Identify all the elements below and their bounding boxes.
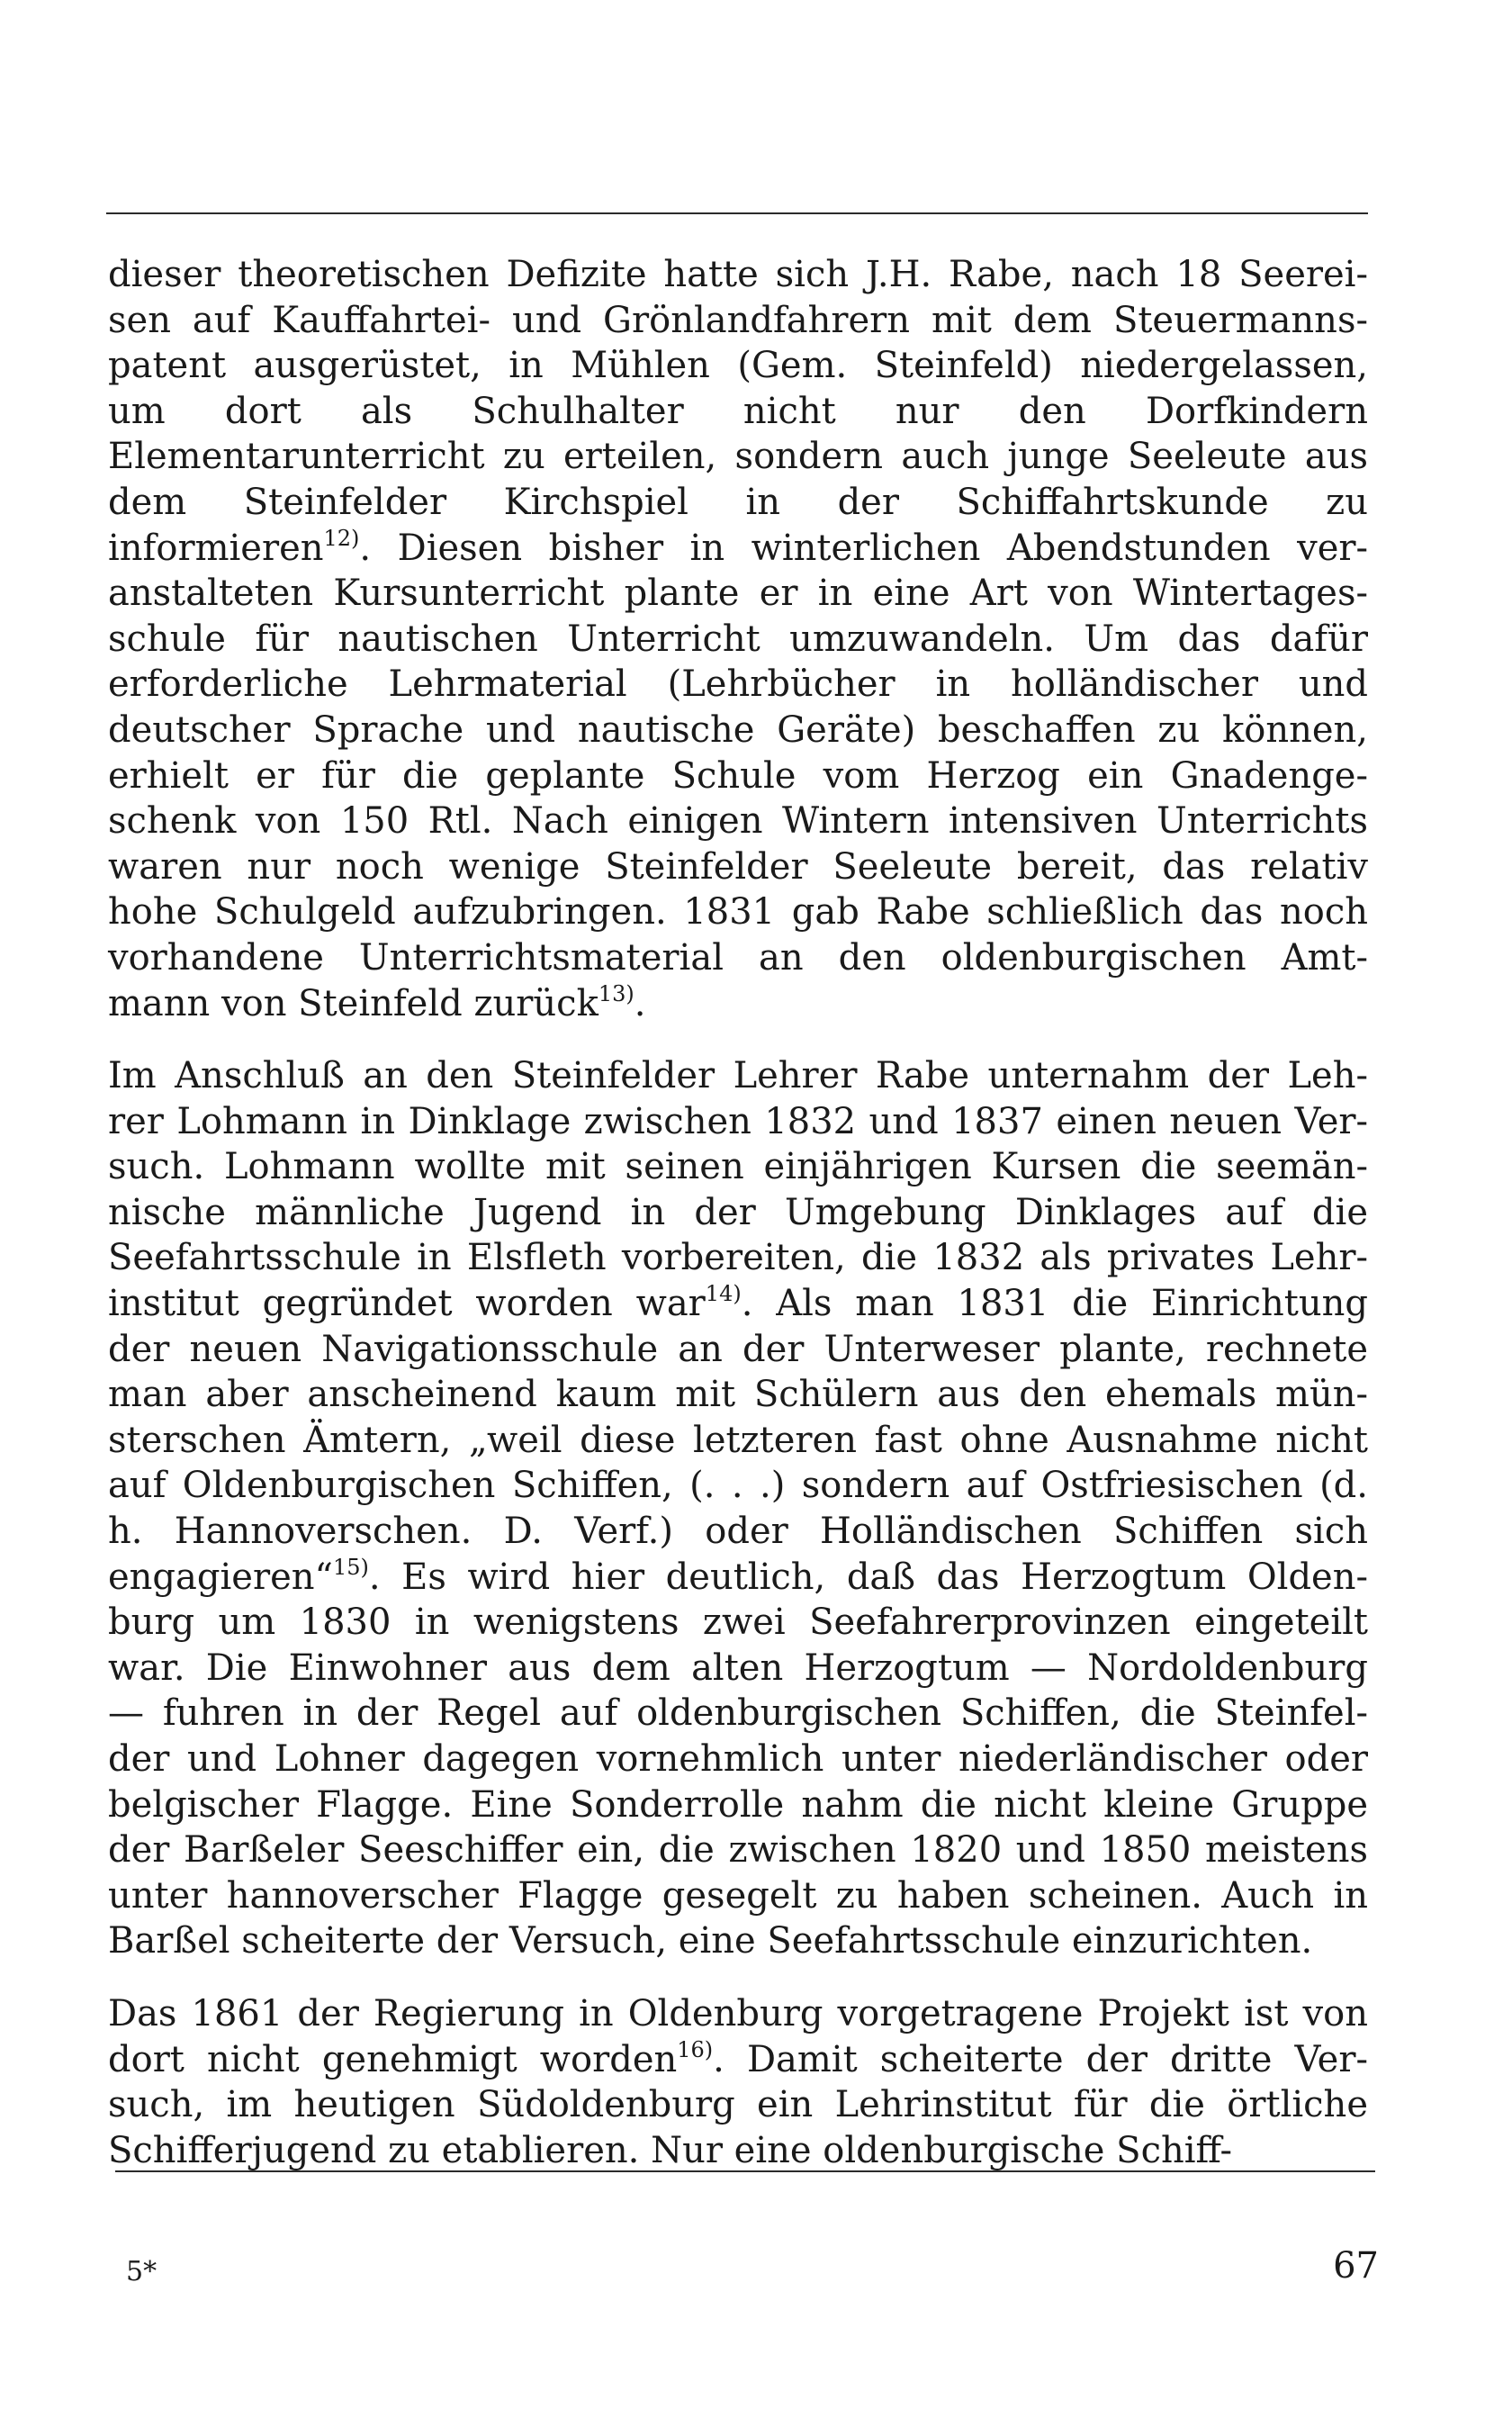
text-line bbox=[108, 1235, 1368, 1281]
line-text: . Es wird hier deutlich, daß das Herzogtum Olden- bbox=[368, 1556, 1368, 1598]
line-text: erforderliche Lehrmaterial (Lehrbücher in holländischer und bbox=[108, 663, 1368, 706]
text-line bbox=[108, 389, 1368, 435]
line-text: dort nicht genehmigt worden bbox=[108, 2038, 678, 2080]
line-text: — fuhren in der Regel auf oldenburgischen Schiffen, die Steinfel- bbox=[108, 1692, 1368, 1735]
text-line bbox=[108, 1053, 1368, 1099]
footer-rule bbox=[115, 2170, 1375, 2172]
text-line bbox=[108, 1463, 1368, 1509]
paragraph bbox=[108, 1991, 1368, 2173]
text-line bbox=[108, 1873, 1368, 1919]
line-text: institut gegründet worden war bbox=[108, 1283, 706, 1325]
line-text: Das 1861 der Regierung in Oldenburg vorgetragene Projekt ist von bbox=[108, 1992, 1368, 2035]
text-line bbox=[108, 252, 1368, 298]
text-line bbox=[108, 526, 1368, 572]
text-line bbox=[108, 571, 1368, 617]
line-text: der und Lohner dagegen vornehmlich unter niederländischer oder bbox=[108, 1738, 1368, 1780]
line-text: . Damit scheiterte der dritte Ver- bbox=[713, 2038, 1368, 2080]
line-text: auf Oldenburgischen Schiffen, (. . .) sondern auf Ostfriesischen (d. bbox=[108, 1465, 1368, 1507]
line-text: hohe Schulgeld aufzubringen. 1831 gab Rabe schließlich das noch bbox=[108, 891, 1368, 934]
line-text: Schifferjugend zu etablieren. Nur eine oldenburgische Schiff- bbox=[108, 2129, 1233, 2171]
line-text: anstalteten Kursunterricht plante er in eine Art von Wintertages- bbox=[108, 573, 1368, 615]
line-text: schule für nautischen Unterricht umzuwandeln. Um das dafür bbox=[108, 618, 1368, 660]
line-text: Elementarunterricht zu erteilen, sondern auch junge Seeleute aus bbox=[108, 436, 1368, 478]
line-text: informieren bbox=[108, 527, 324, 569]
page-body bbox=[108, 252, 1368, 2173]
header-rule bbox=[106, 212, 1368, 214]
text-line bbox=[108, 1782, 1368, 1828]
line-text: engagieren“ bbox=[108, 1556, 333, 1598]
text-line bbox=[108, 1991, 1368, 2037]
text-line bbox=[108, 1144, 1368, 1190]
text-line bbox=[108, 798, 1368, 844]
line-text: Seefahrtsschule in Elsfleth vorbereiten, die 1832 als privates Lehr- bbox=[108, 1237, 1368, 1279]
line-text: burg um 1830 in wenigstens zwei Seefahrerprovinzen eingeteilt bbox=[108, 1601, 1368, 1644]
line-text: rer Lohmann in Dinklage zwischen 1832 und 1837 einen neuen Ver- bbox=[108, 1100, 1368, 1142]
text-line bbox=[108, 1372, 1368, 1418]
text-line bbox=[108, 662, 1368, 708]
line-text: mann von Steinfeld zurück bbox=[108, 982, 598, 1024]
line-text: h. Hannoverschen. D. Verf.) oder Holländischen Schiffen sich bbox=[108, 1511, 1368, 1553]
text-line bbox=[108, 1555, 1368, 1601]
line-text: Im Anschluß an den Steinfelder Lehrer Rabe unternahm der Leh- bbox=[108, 1055, 1368, 1097]
text-line bbox=[108, 434, 1368, 480]
line-text: sterschen Ämtern, „weil diese letzteren fast ohne Ausnahme nicht bbox=[108, 1419, 1368, 1461]
line-text: such, im heutigen Südoldenburg ein Lehrinstitut für die örtliche bbox=[108, 2084, 1368, 2126]
line-text: dieser theoretischen Defizite hatte sich J.H. Rabe, nach 18 Seerei- bbox=[108, 254, 1368, 295]
text-line bbox=[108, 2082, 1368, 2128]
text-line bbox=[108, 1737, 1368, 1782]
paragraph bbox=[108, 1053, 1368, 1964]
footnote-ref: 14) bbox=[705, 1281, 742, 1307]
text-line bbox=[108, 1600, 1368, 1646]
text-line bbox=[108, 343, 1368, 389]
text-line bbox=[108, 1827, 1368, 1873]
paragraph bbox=[108, 252, 1368, 1026]
text-line bbox=[108, 480, 1368, 526]
text-line bbox=[108, 617, 1368, 663]
signature-mark: 5* bbox=[126, 2256, 158, 2287]
line-text: der Barßeler Seeschiffer ein, die zwischen 1820 und 1850 meistens bbox=[108, 1829, 1368, 1872]
page-number: 67 bbox=[1333, 2245, 1379, 2287]
line-text: dem Steinfelder Kirchspiel in der Schiffahrtskunde zu bbox=[108, 481, 1368, 523]
text-line bbox=[108, 1918, 1368, 1964]
line-text: der neuen Navigationsschule an der Unterweser plante, rechnete bbox=[108, 1328, 1368, 1370]
text-line bbox=[108, 2128, 1368, 2174]
line-text: erhielt er für die geplante Schule vom Herzog ein Gnadenge- bbox=[108, 754, 1368, 797]
line-text: such. Lohmann wollte mit seinen einjährigen Kursen die seemän- bbox=[108, 1146, 1368, 1188]
line-text: Barßel scheiterte der Versuch, eine Seefahrtsschule einzurichten. bbox=[108, 1920, 1313, 1962]
footnote-ref: 13) bbox=[598, 980, 634, 1006]
line-text: um dort als Schulhalter nicht nur den Dorfkindern bbox=[108, 390, 1368, 432]
text-line bbox=[108, 1190, 1368, 1236]
text-line bbox=[108, 889, 1368, 935]
line-text: waren nur noch wenige Steinfelder Seeleute bereit, das relativ bbox=[108, 845, 1368, 888]
text-line bbox=[108, 753, 1368, 799]
text-line bbox=[108, 844, 1368, 890]
text-line bbox=[108, 1418, 1368, 1464]
line-text: patent ausgerüstet, in Mühlen (Gem. Steinfeld) niedergelassen, bbox=[108, 345, 1368, 387]
footnote-ref: 16) bbox=[677, 2036, 714, 2062]
line-text: belgischer Flagge. Eine Sonderrolle nahm die nicht kleine Gruppe bbox=[108, 1783, 1368, 1826]
line-text: man aber anscheinend kaum mit Schülern aus den ehemals mün- bbox=[108, 1374, 1368, 1416]
text-line bbox=[108, 298, 1368, 344]
text-line bbox=[108, 2037, 1368, 2083]
text-line bbox=[108, 1281, 1368, 1327]
line-text: sen auf Kauffahrtei- und Grönlandfahrern mit dem Steuermanns- bbox=[108, 299, 1368, 341]
text-line bbox=[108, 1099, 1368, 1145]
line-text: . bbox=[634, 982, 646, 1024]
text-line bbox=[108, 981, 1368, 1027]
text-line bbox=[108, 1646, 1368, 1692]
line-text: vorhandene Unterrichtsmaterial an den oldenburgischen Amt- bbox=[108, 936, 1368, 979]
text-line bbox=[108, 1509, 1368, 1555]
line-text: . Als man 1831 die Einrichtung bbox=[741, 1283, 1369, 1325]
text-line bbox=[108, 708, 1368, 753]
line-text: schenk von 150 Rtl. Nach einigen Wintern intensiven Unterrichts bbox=[108, 800, 1368, 843]
text-line bbox=[108, 935, 1368, 981]
line-text: war. Die Einwohner aus dem alten Herzogtum — Nordoldenburg bbox=[108, 1647, 1368, 1689]
line-text: deutscher Sprache und nautische Geräte) beschaffen zu können, bbox=[108, 708, 1368, 751]
text-line bbox=[108, 1691, 1368, 1737]
text-line bbox=[108, 1327, 1368, 1373]
line-text: unter hannoverscher Flagge gesegelt zu haben scheinen. Auch in bbox=[108, 1874, 1368, 1917]
line-text: nische männliche Jugend in der Umgebung Dinklages auf die bbox=[108, 1191, 1368, 1233]
footnote-ref: 15) bbox=[332, 1554, 369, 1580]
footnote-ref: 12) bbox=[323, 525, 360, 551]
line-text: . Diesen bisher in winterlichen Abendstunden ver- bbox=[359, 527, 1368, 569]
